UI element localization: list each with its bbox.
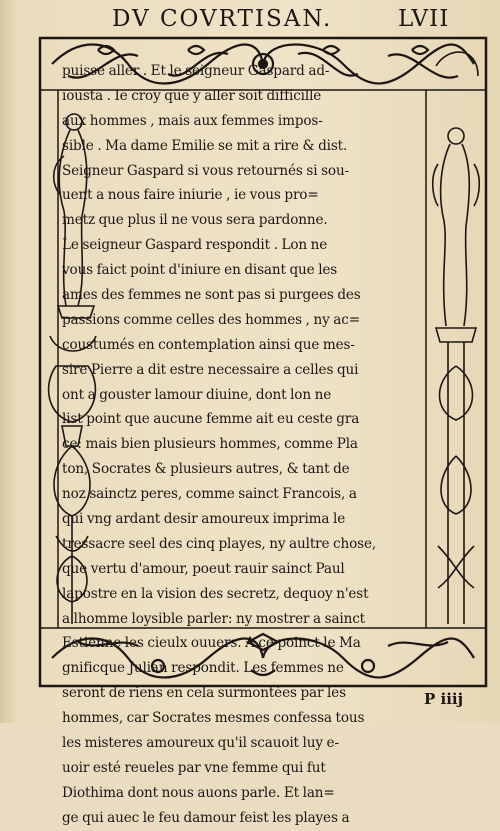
text-line: uent a nous faire iniurie , ie vous pro= <box>62 187 319 204</box>
text-line: iousta . Ie croy que y aller soit difficille <box>62 87 322 104</box>
text-line: list point que aucune femme ait eu ceste gra <box>62 411 360 428</box>
text-line: puisse aller . Et le seigneur Gaspard ad- <box>62 63 330 79</box>
text-line: gnificque Julian respondit. Les femmes ne <box>62 660 344 677</box>
text-line: lapostre en la vision des secretz, dequoy n'est <box>62 585 369 602</box>
text-line: ce: mais bien plusieurs hommes, comme Pla <box>62 436 358 453</box>
text-line: noz sainctz peres, comme sainct Francois, a <box>62 486 357 503</box>
text-line: aux hommes , mais aux femmes impos- <box>62 112 323 129</box>
running-title: DV COVRTISAN. <box>112 6 333 32</box>
body-text <box>62 59 382 831</box>
text-line: Seigneur Gaspard si vous retournés si sou- <box>62 162 350 179</box>
text-line: tressacre seel des cinq playes, ny aultre chose, <box>62 535 377 552</box>
text-line: qui vng ardant desir amoureux imprima le <box>62 511 346 528</box>
text-line: ames des femmes ne sont pas si purgees des <box>62 287 361 304</box>
text-line: les misteres amoureux qu'il scauoit luy e- <box>62 735 339 752</box>
text-line: uoir esté reueles par vne femme qui fut <box>62 759 326 776</box>
text-line: ge qui auec le feu damour feist les playes a <box>62 809 350 826</box>
text-line: metz que plus il ne vous sera pardonne. <box>62 212 328 229</box>
text-line: que vertu d'amour, poeut rauir sainct Paul <box>62 560 345 577</box>
running-head <box>0 4 500 36</box>
text-line: a lhomme loysible parler: ny mostrer a sainct <box>62 610 365 627</box>
text-line: seront de riens en cela surmontées par les <box>62 685 346 702</box>
right-column-ornament <box>433 52 480 624</box>
folio-number: LVII <box>398 6 450 32</box>
text-line: Estienne les cieulx ouuers. A ce poinct le Ma <box>62 635 361 652</box>
text-line: hommes, car Socrates mesmes confessa tous <box>62 710 365 727</box>
signature-mark: P iiij <box>424 690 464 708</box>
text-line: ont a gouster lamour diuine, dont lon ne <box>62 386 332 403</box>
text-line: vous faict point d'iniure en disant que les <box>62 262 338 279</box>
text-line: Diothima dont nous auons parle. Et lan= <box>62 784 335 801</box>
text-line: passions comme celles des hommes , ny ac= <box>62 311 360 328</box>
text-line: Le seigneur Gaspard respondit . Lon ne <box>62 237 328 254</box>
text-line: coustumés en contemplation ainsi que mes- <box>62 336 355 353</box>
text-line: sible . Ma dame Emilie se mit a rire & dist. <box>62 137 348 154</box>
text-line: ton, Socrates & plusieurs autres, & tant de <box>62 461 350 478</box>
text-line: sire Pierre a dit estre necessaire a celles qui <box>62 361 359 378</box>
